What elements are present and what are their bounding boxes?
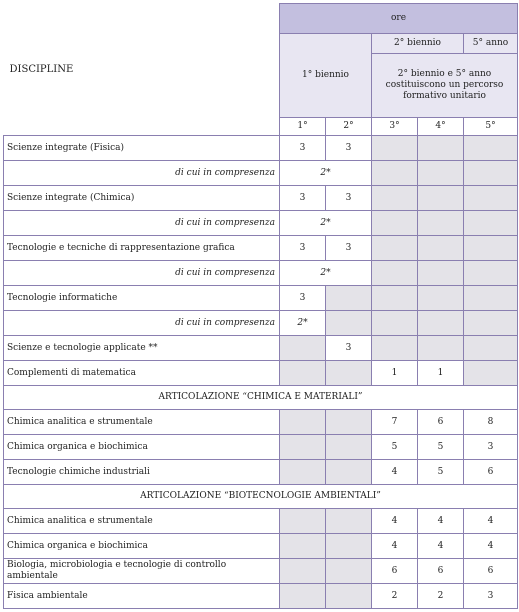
cell-y1 bbox=[280, 534, 326, 559]
row-label: di cui in compresenza bbox=[4, 261, 280, 286]
table-row bbox=[4, 410, 518, 435]
table-row bbox=[4, 361, 518, 386]
cell-y1 bbox=[280, 584, 326, 609]
row-label: di cui in compresenza bbox=[4, 311, 280, 336]
cell-y3: 1 bbox=[372, 361, 418, 386]
cell-y2 bbox=[326, 559, 372, 584]
cell-y1 bbox=[280, 559, 326, 584]
table-row bbox=[4, 136, 518, 161]
table-row bbox=[4, 261, 518, 286]
row-label: Tecnologie e tecniche di rappresentazione grafica bbox=[4, 236, 280, 261]
cell-y2 bbox=[326, 584, 372, 609]
table-row bbox=[4, 186, 518, 211]
cell-y2: 3 bbox=[326, 136, 372, 161]
cell-y2 bbox=[326, 311, 372, 336]
cell-y3: 7 bbox=[372, 410, 418, 435]
row-label: Chimica organica e biochimica bbox=[4, 534, 280, 559]
cell-y1 bbox=[280, 361, 326, 386]
row-label: Chimica organica e biochimica bbox=[4, 435, 280, 460]
cell-y3 bbox=[372, 311, 418, 336]
cell-y2: 3 bbox=[326, 236, 372, 261]
row-label: di cui in compresenza bbox=[4, 211, 280, 236]
cell-y4 bbox=[418, 161, 464, 186]
cell-y4: 5 bbox=[418, 460, 464, 485]
row-label: Scienze integrate (Chimica) bbox=[4, 186, 280, 211]
table-row bbox=[4, 236, 518, 261]
cell-y2 bbox=[326, 534, 372, 559]
cell-y4: 2 bbox=[418, 584, 464, 609]
table-row bbox=[4, 460, 518, 485]
primo-biennio-header: 1° biennio bbox=[280, 34, 372, 118]
cell-y3: 4 bbox=[372, 509, 418, 534]
cell-y4 bbox=[418, 211, 464, 236]
cell-y5 bbox=[464, 311, 518, 336]
cell-y5: 6 bbox=[464, 559, 518, 584]
cell-y1: 3 bbox=[280, 236, 326, 261]
cell-y3 bbox=[372, 136, 418, 161]
row-label: Complementi di matematica bbox=[4, 361, 280, 386]
cell-y1: 3 bbox=[280, 286, 326, 311]
row-label: Fisica ambientale bbox=[4, 584, 280, 609]
cell-y4: 4 bbox=[418, 509, 464, 534]
curriculum-table bbox=[3, 3, 518, 609]
cell-compresenza: 2* bbox=[280, 161, 372, 186]
cell-y4 bbox=[418, 286, 464, 311]
cell-y3 bbox=[372, 186, 418, 211]
row-label: Tecnologie chimiche industriali bbox=[4, 460, 280, 485]
secondo-biennio-header: 2° biennio bbox=[372, 34, 464, 54]
cell-y5 bbox=[464, 161, 518, 186]
cell-y4 bbox=[418, 311, 464, 336]
cell-y5: 3 bbox=[464, 584, 518, 609]
cell-y5 bbox=[464, 361, 518, 386]
row-label: Biologia, microbiologia e tecnologie di controllo ambientale bbox=[4, 559, 280, 584]
table-row bbox=[4, 435, 518, 460]
cell-y2 bbox=[326, 460, 372, 485]
cell-y4: 6 bbox=[418, 410, 464, 435]
table-row bbox=[4, 286, 518, 311]
cell-y5 bbox=[464, 336, 518, 361]
cell-y2: 3 bbox=[326, 186, 372, 211]
year-1-header: 1° bbox=[280, 118, 326, 136]
cell-y1: 3 bbox=[280, 186, 326, 211]
cell-y2 bbox=[326, 410, 372, 435]
cell-y1: 3 bbox=[280, 136, 326, 161]
year-2-header: 2° bbox=[326, 118, 372, 136]
row-label: Scienze e tecnologie applicate ** bbox=[4, 336, 280, 361]
cell-compresenza: 2* bbox=[280, 211, 372, 236]
percorso-note: 2° biennio e 5° anno costituiscono un percorso formativo unitario bbox=[372, 54, 518, 118]
cell-y4 bbox=[418, 236, 464, 261]
year-3-header: 3° bbox=[372, 118, 418, 136]
ore-header: ore bbox=[280, 4, 518, 34]
cell-y5 bbox=[464, 136, 518, 161]
section-title: ARTICOLAZIONE “BIOTECNOLOGIE AMBIENTALI” bbox=[4, 485, 518, 509]
cell-y5: 6 bbox=[464, 460, 518, 485]
cell-y5 bbox=[464, 186, 518, 211]
cell-y3 bbox=[372, 161, 418, 186]
cell-y1 bbox=[280, 460, 326, 485]
row-label: Chimica analitica e strumentale bbox=[4, 509, 280, 534]
cell-y1 bbox=[280, 509, 326, 534]
cell-y5 bbox=[464, 261, 518, 286]
table-row bbox=[4, 509, 518, 534]
cell-y5 bbox=[464, 211, 518, 236]
cell-y3 bbox=[372, 336, 418, 361]
table-row bbox=[4, 311, 518, 336]
cell-y4 bbox=[418, 336, 464, 361]
cell-y4: 6 bbox=[418, 559, 464, 584]
cell-y2: 3 bbox=[326, 336, 372, 361]
cell-y1 bbox=[280, 336, 326, 361]
cell-y3: 4 bbox=[372, 460, 418, 485]
cell-y4 bbox=[418, 261, 464, 286]
year-4-header: 4° bbox=[418, 118, 464, 136]
cell-y3 bbox=[372, 261, 418, 286]
cell-y5 bbox=[464, 286, 518, 311]
cell-y5: 8 bbox=[464, 410, 518, 435]
table-row bbox=[4, 584, 518, 609]
discipline-header: DISCIPLINE bbox=[4, 4, 280, 136]
section-title-row bbox=[4, 386, 518, 410]
table-row bbox=[4, 161, 518, 186]
cell-y4: 5 bbox=[418, 435, 464, 460]
cell-y3 bbox=[372, 236, 418, 261]
cell-y5: 4 bbox=[464, 534, 518, 559]
table-row bbox=[4, 211, 518, 236]
cell-y3: 4 bbox=[372, 534, 418, 559]
section-title-row bbox=[4, 485, 518, 509]
section-title: ARTICOLAZIONE “CHIMICA E MATERIALI” bbox=[4, 386, 518, 410]
cell-y5: 4 bbox=[464, 509, 518, 534]
cell-y2 bbox=[326, 509, 372, 534]
cell-y4: 4 bbox=[418, 534, 464, 559]
cell-y1 bbox=[280, 410, 326, 435]
cell-y4: 1 bbox=[418, 361, 464, 386]
row-label: Tecnologie informatiche bbox=[4, 286, 280, 311]
cell-y4 bbox=[418, 186, 464, 211]
cell-compresenza: 2* bbox=[280, 311, 326, 336]
row-label: di cui in compresenza bbox=[4, 161, 280, 186]
row-label: Chimica analitica e strumentale bbox=[4, 410, 280, 435]
cell-y3: 5 bbox=[372, 435, 418, 460]
table-row bbox=[4, 534, 518, 559]
cell-y2 bbox=[326, 361, 372, 386]
cell-y1 bbox=[280, 435, 326, 460]
cell-y5 bbox=[464, 236, 518, 261]
cell-y2 bbox=[326, 286, 372, 311]
cell-y4 bbox=[418, 136, 464, 161]
cell-compresenza: 2* bbox=[280, 261, 372, 286]
table-row bbox=[4, 336, 518, 361]
table-row bbox=[4, 559, 518, 584]
year-5-header: 5° bbox=[464, 118, 518, 136]
quinto-anno-header: 5° anno bbox=[464, 34, 518, 54]
cell-y3: 2 bbox=[372, 584, 418, 609]
row-label: Scienze integrate (Fisica) bbox=[4, 136, 280, 161]
cell-y3 bbox=[372, 211, 418, 236]
cell-y2 bbox=[326, 435, 372, 460]
cell-y3: 6 bbox=[372, 559, 418, 584]
cell-y5: 3 bbox=[464, 435, 518, 460]
cell-y3 bbox=[372, 286, 418, 311]
